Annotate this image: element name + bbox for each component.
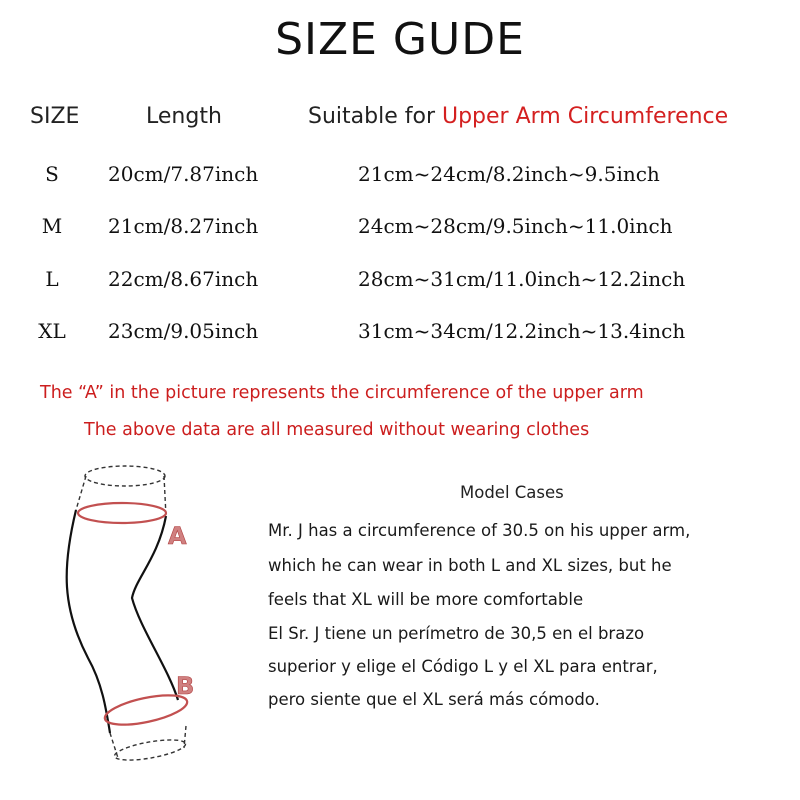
row-circumference: 24cm~28cm/9.5inch~11.0inch [358, 214, 673, 238]
size-row-xl [0, 319, 800, 349]
model-cases-title: Model Cases [460, 483, 564, 502]
arm-sleeve-illustration [40, 458, 220, 778]
row-circumference: 31cm~34cm/12.2inch~13.4inch [358, 319, 686, 343]
header-suitable [308, 104, 728, 129]
header-length: Length [146, 104, 222, 129]
header-size: SIZE [30, 104, 80, 129]
row-circumference: 28cm~31cm/11.0inch~12.2inch [358, 267, 686, 291]
note-measurement: The above data are all measured without wearing clothes [84, 420, 590, 440]
size-row-s [0, 162, 800, 192]
row-length: 20cm/7.87inch [108, 162, 259, 186]
note-circumference: The “A” in the picture represents the circumference of the upper arm [40, 383, 644, 403]
arm-outline-dashed [76, 476, 86, 510]
ring-a [78, 503, 166, 523]
row-size: S [45, 162, 59, 186]
sleeve-top-opening [85, 466, 165, 486]
arm-outline-dashed [110, 733, 118, 758]
row-size: M [41, 214, 63, 238]
model-case-line: superior y elige el Código L y el XL para entrar, [268, 657, 658, 676]
model-case-line: El Sr. J tiene un perímetro de 30,5 en el brazo [268, 624, 645, 643]
row-circumference: 21cm~24cm/8.2inch~9.5inch [358, 162, 660, 186]
header-suitable-prefix: Suitable for [308, 104, 442, 129]
model-case-line: which he can wear in both L and XL sizes, but he [268, 556, 672, 575]
row-size: L [45, 267, 59, 291]
model-case-line: pero siente que el XL será más cómodo. [268, 690, 600, 709]
model-case-line: Mr. J has a circumference of 30.5 on his upper arm, [268, 521, 691, 540]
row-length: 22cm/8.67inch [108, 267, 259, 291]
size-row-m [0, 214, 800, 244]
row-length: 23cm/9.05inch [108, 319, 259, 343]
label-a: A [168, 522, 187, 550]
sleeve-bottom-opening [113, 736, 187, 764]
header-suitable-highlight: Upper Arm Circumference [441, 104, 729, 129]
size-row-l [0, 267, 800, 297]
sleeve-outline-left [67, 510, 110, 733]
model-case-line: feels that XL will be more comfortable [268, 590, 584, 609]
row-size: XL [38, 319, 66, 343]
label-b: B [176, 672, 195, 700]
row-length: 21cm/8.27inch [108, 214, 259, 238]
page-title: SIZE GUDE [275, 14, 525, 65]
